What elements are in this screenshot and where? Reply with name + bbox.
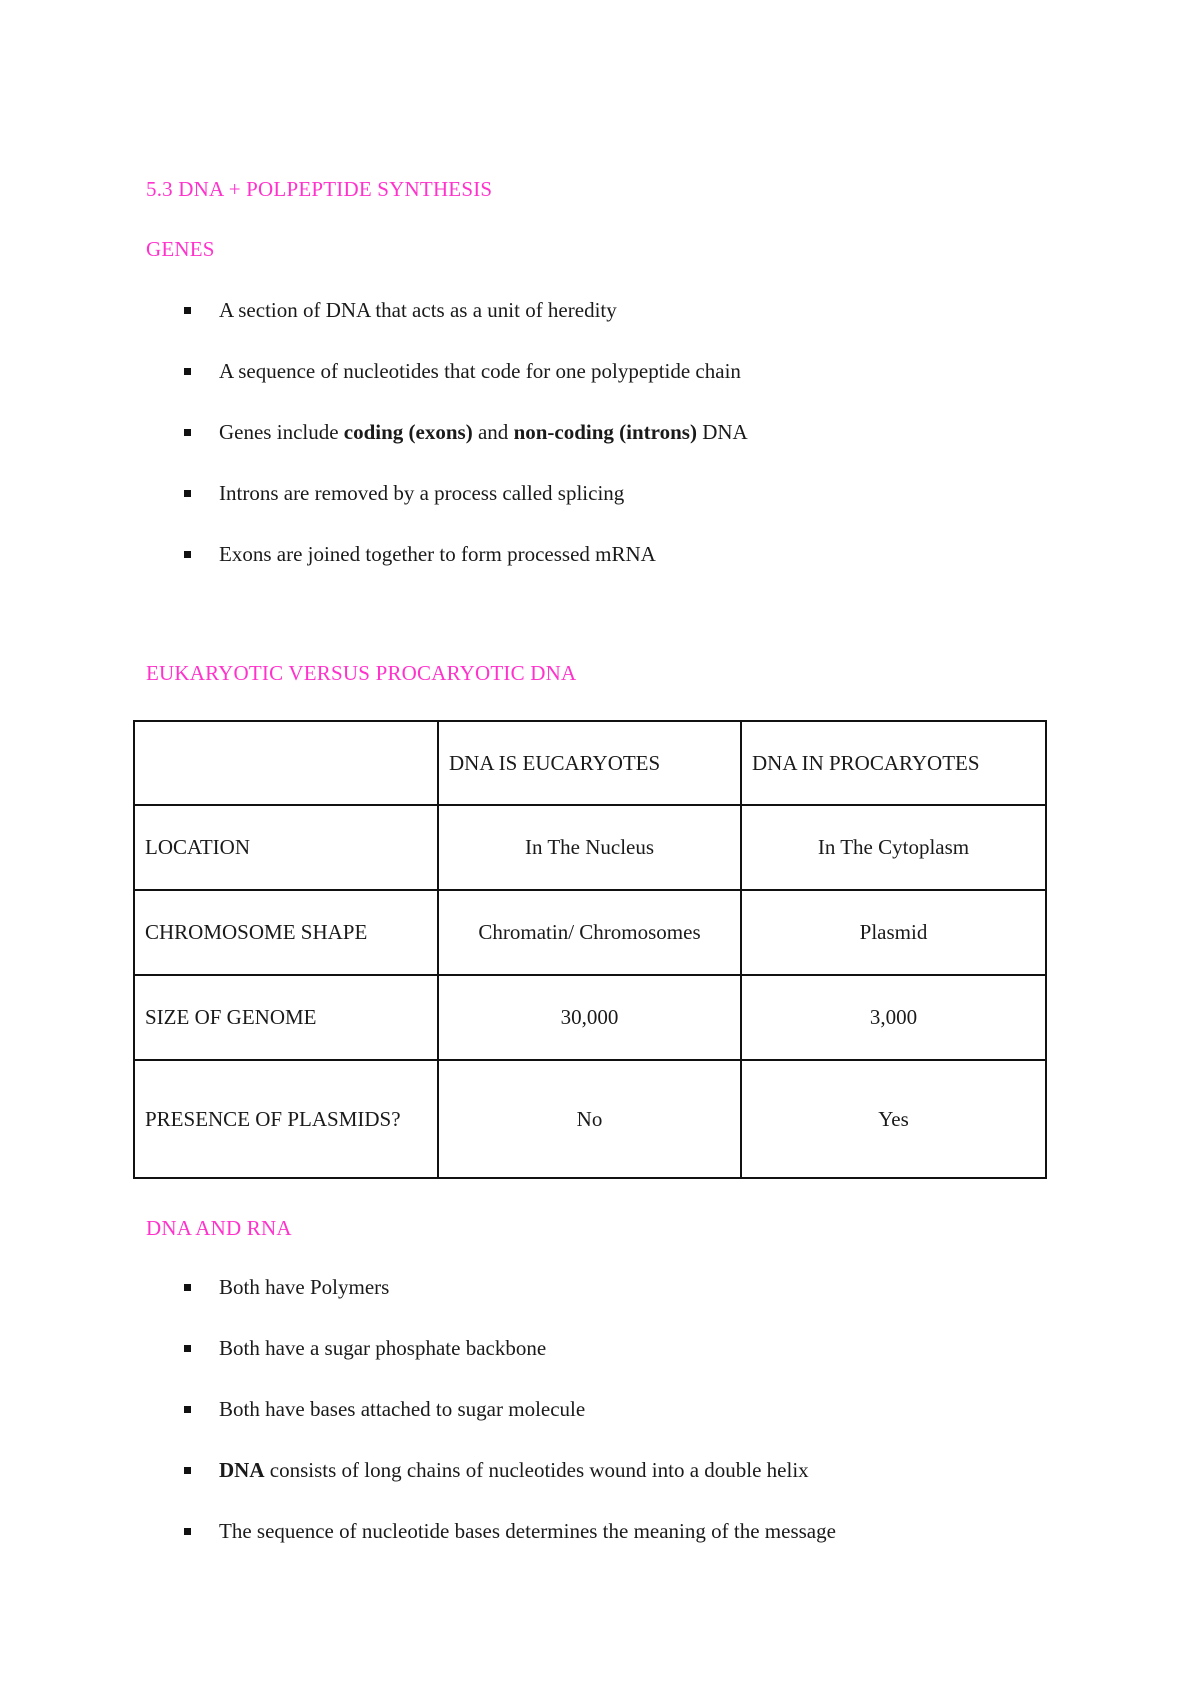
table-cell: 3,000 — [741, 975, 1046, 1060]
table-row — [134, 1060, 1046, 1178]
bullet-square-icon — [184, 368, 191, 375]
table-cell: 30,000 — [438, 975, 741, 1060]
table-row — [134, 805, 1046, 890]
table-header-cell: DNA IN PROCARYOTES — [741, 721, 1046, 805]
table-header-cell: DNA IS EUCARYOTES — [438, 721, 741, 805]
table-header-row — [134, 721, 1046, 805]
table-row — [134, 975, 1046, 1060]
table-cell: In The Nucleus — [438, 805, 741, 890]
genes-heading: GENES — [146, 237, 215, 261]
bullet-square-icon — [184, 1528, 191, 1535]
table-cell: In The Cytoplasm — [741, 805, 1046, 890]
document-page: 5.3 DNA + POLPEPTIDE SYNTHESIS GENES A section of DNA that acts as a unit of heredity A sequence of nucleotides that code for one polypeptide chain Genes include coding (exons) and non-coding (introns) DNA Introns are removed by a process called splicing Exons are joined together to form processed mRNA EUKARYOTIC VERSUS PROCARYOTIC DNA DNA IS EUCARYOTES DNA IN PROCARYOTES LOCATION In The Nucleus In The Cytoplasm CHROMOSOME SHAPE Chromatin/ Chromosomes Plasmid SIZE OF GENOME 30,000 3,000 PRESENCE OF PLASMIDS? No Yes DNA AND RNA Both have Polymers Both have a sugar phosphate backbone Both have bases attached to sugar molecule DNA consists of long chains of nucleotides wound into a double helix The sequence of nucleotide bases determines the meaning of the message — [0, 0, 1200, 1698]
bullet-square-icon — [184, 1406, 191, 1413]
table-cell: No — [438, 1060, 741, 1178]
page-title: 5.3 DNA + POLPEPTIDE SYNTHESIS — [146, 177, 493, 201]
table-header-cell — [134, 721, 438, 805]
comparison-table — [133, 720, 1047, 1179]
table-cell: Yes — [741, 1060, 1046, 1178]
comparison-heading: EUKARYOTIC VERSUS PROCARYOTIC DNA — [146, 661, 577, 685]
row-label: SIZE OF GENOME — [134, 975, 438, 1060]
table-row — [134, 890, 1046, 975]
table-cell: Plasmid — [741, 890, 1046, 975]
bullet-square-icon — [184, 307, 191, 314]
bullet-square-icon — [184, 1345, 191, 1352]
row-label: LOCATION — [134, 805, 438, 890]
bullet-square-icon — [184, 1467, 191, 1474]
dna-rna-heading: DNA AND RNA — [146, 1216, 292, 1240]
bullet-square-icon — [184, 429, 191, 436]
bullet-square-icon — [184, 490, 191, 497]
row-label: PRESENCE OF PLASMIDS? — [134, 1060, 438, 1178]
table-cell: Chromatin/ Chromosomes — [438, 890, 741, 975]
bullet-square-icon — [184, 1284, 191, 1291]
bullet-square-icon — [184, 551, 191, 558]
row-label: CHROMOSOME SHAPE — [134, 890, 438, 975]
